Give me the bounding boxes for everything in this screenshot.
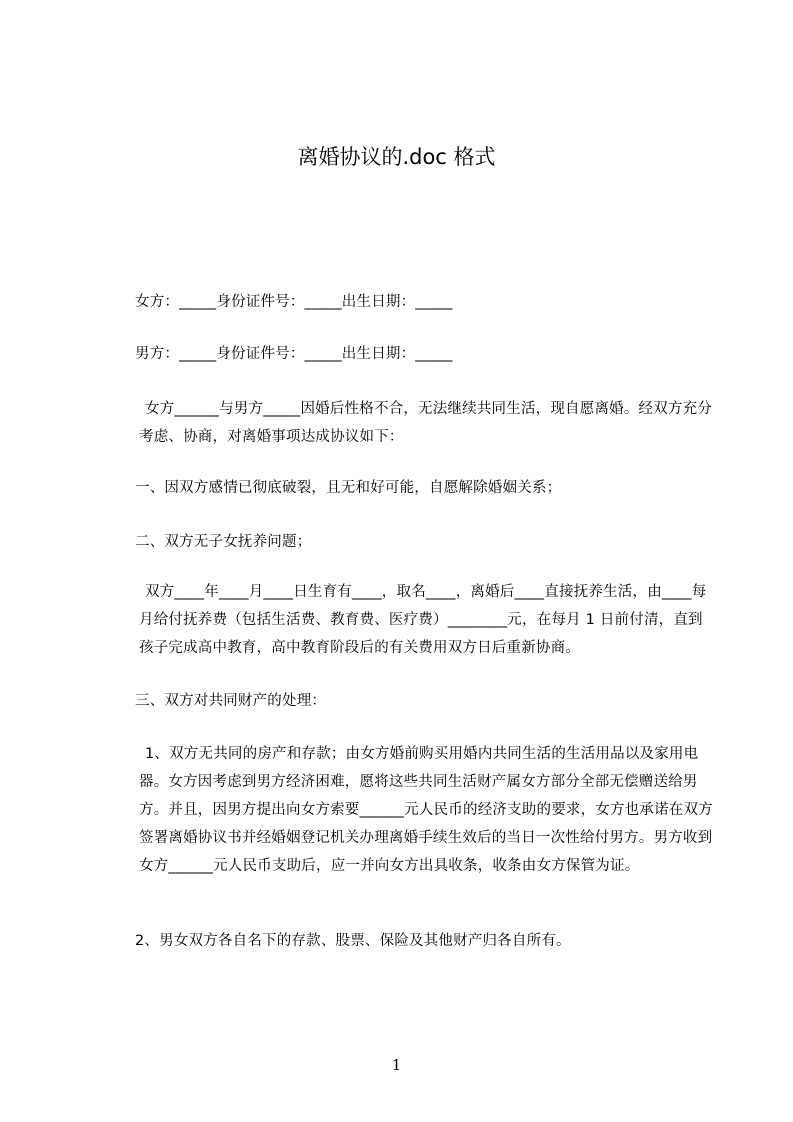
document-title: 离婚协议的.doc 格式 xyxy=(297,145,496,169)
paragraph-female-party: 女方：_____身份证件号：_____出生日期：_____ xyxy=(135,294,453,310)
page-number: 1 xyxy=(391,1056,402,1074)
paragraph-property-2: 2、男女双方各自名下的存款、股票、保险及其他财产归各自所有。 xyxy=(135,933,571,949)
paragraph-clause-2: 二、双方无子女抚养问题； xyxy=(135,534,312,550)
paragraph-property-1 xyxy=(135,740,715,880)
paragraph-intro xyxy=(135,395,715,451)
paragraph-clause-1: 一、因双方感情已彻底破裂，且无和好可能，自愿解除婚姻关系； xyxy=(135,480,562,496)
paragraph-intro-text: 女方______与男方_____因婚后性格不合，无法继续共同生活，现自愿离婚。经双方充分考虑、协商，对离婚事项达成协议如下： xyxy=(139,401,713,445)
paragraph-child-support-text: 双方____年____月____日生育有____，取名____，离婚后____直接抚养生活，由____每月给付抚养费（包括生活费、教育费、医疗费）________元，在每月 1 日前付清，直到孩子完成高中教育，高中教育阶段后的有关费用双方日后重新协商。 xyxy=(139,584,707,656)
paragraph-clause-3: 三、双方对共同财产的处理： xyxy=(135,693,327,709)
paragraph-child-support xyxy=(135,578,715,662)
paragraph-property-1-text: 1、双方无共同的房产和存款；由女方婚前购买用婚内共同生活的生活用品以及家用电器。女方因考虑到男方经济困难，愿将这些共同生活财产属女方部分全部无偿赠送给男方。并且，因男方提出向女方索要______元人民币的经济支助的要求，女方也承诺在双方签署离婚协议书并经婚姻登记机关办理离婚手续生效后的当日一次性给付男方。男方收到女方______元人民币支助后，应一并向女方出具收条，收条由女方保管为证。 xyxy=(139,746,713,874)
paragraph-male-party: 男方：_____身份证件号：_____出生日期：_____ xyxy=(135,346,453,362)
